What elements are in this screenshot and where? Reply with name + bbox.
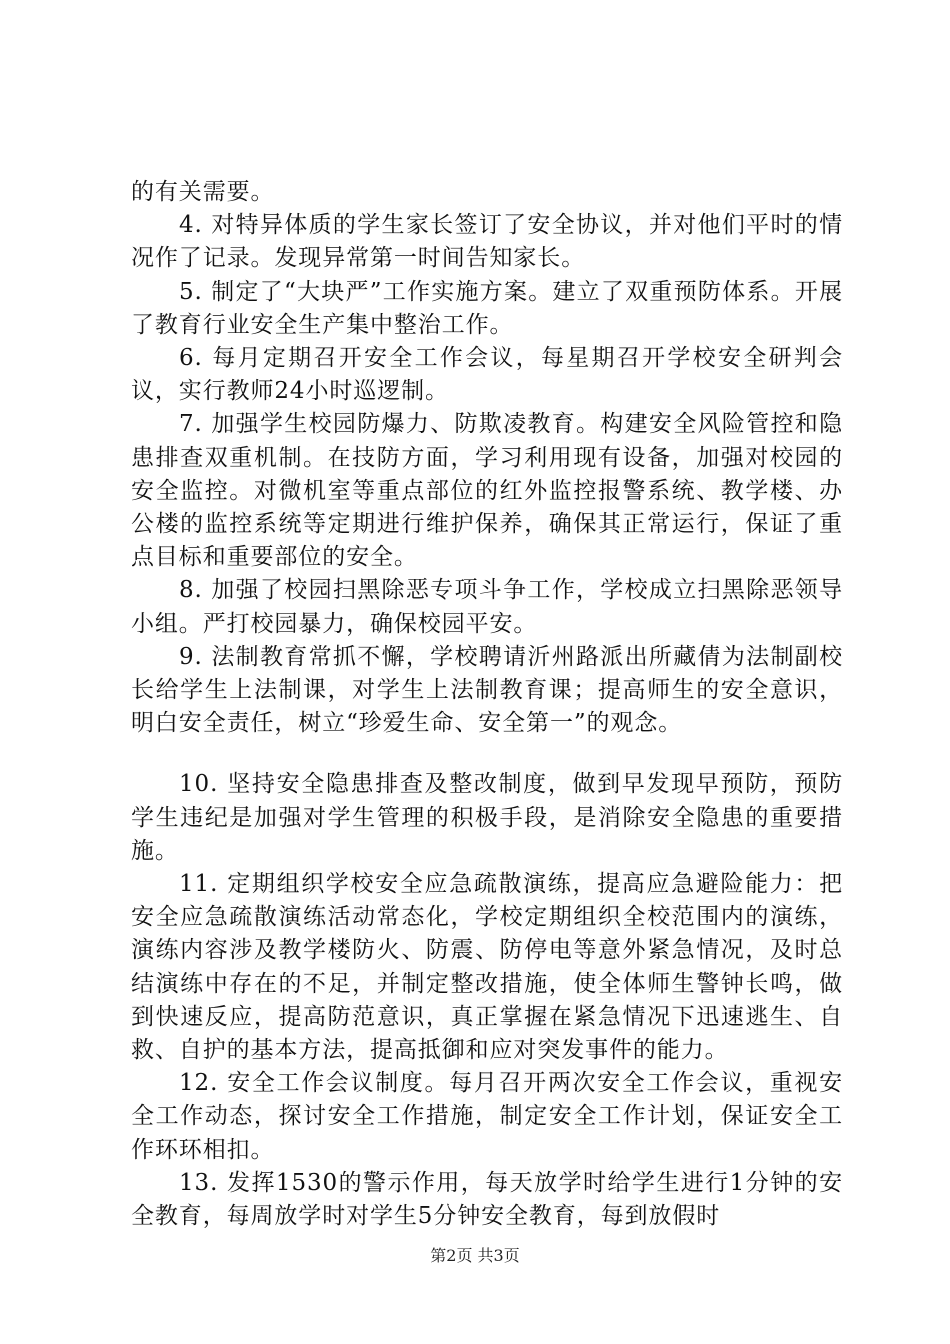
paragraph-item-7: 7. 加强学生校园防爆力、防欺凌教育。构建安全风险管控和隐患排查双重机制。在技防方面，学习利用现有设备，加强对校园的安全监控。对微机室等重点部位的红外监控报警系统、教学楼、办公楼的监控系统等定期进行维护保养，确保其正常运行，保证了重点目标和重要部位的安全。	[131, 411, 843, 571]
paragraph-item-6: 6. 每月定期召开安全工作会议，每星期召开学校安全研判会议，实行教师24小时巡逻制。	[131, 345, 843, 405]
paragraph-item-8: 8. 加强了校园扫黑除恶专项斗争工作，学校成立扫黑除恶领导小组。严打校园暴力，确保校园平安。	[131, 577, 843, 637]
paragraph-item-5: 5. 制定了“大块严”工作实施方案。建立了双重预防体系。开展了教育行业安全生产集中整治工作。	[131, 278, 843, 338]
paragraph-item-9: 9. 法制教育常抓不懈，学校聘请沂州路派出所藏倩为法制副校长给学生上法制课，对学生上法制教育课；提高师生的安全意识，明白安全责任，树立“珍爱生命、安全第一”的观念。	[131, 643, 843, 737]
paragraph-item-12: 12. 安全工作会议制度。每月召开两次安全工作会议，重视安全工作动态，探讨安全工作措施，制定安全工作计划，保证安全工作环环相扣。	[131, 1070, 843, 1163]
paragraph-item-13: 13. 发挥1530的警示作用，每天放学时给学生进行1分钟的安全教育，每周放学时对学生5分钟安全教育，每到放假时	[131, 1169, 843, 1230]
paragraph-item-11: 11. 定期组织学校安全应急疏散演练，提高应急避险能力：把安全应急疏散演练活动常态化，学校定期组织全校范围内的演练，演练内容涉及教学楼防火、防震、防停电等意外紧急情况，及时总结演练中存在的不足，并制定整改措施，使全体师生警钟长鸣，做到快速反应，提高防范意识，真正掌握在紧急情况下迅速逃生、自救、自护的基本方法，提高抵御和应对突发事件的能力。	[131, 871, 843, 1064]
paragraph-item-4: 4. 对特异体质的学生家长签订了安全协议，并对他们平时的情况作了记录。发现异常第一时间告知家长。	[131, 212, 843, 272]
page-number-footer: 第2页 共3页	[430, 1246, 520, 1265]
document-body	[131, 176, 843, 1233]
paragraph-continuation: 的有关需要。	[131, 179, 275, 205]
paragraph-item-10: 10. 坚持安全隐患排查及整改制度，做到早发现早预防，预防学生违纪是加强对学生管理的积极手段，是消除安全隐患的重要措施。	[131, 771, 843, 864]
